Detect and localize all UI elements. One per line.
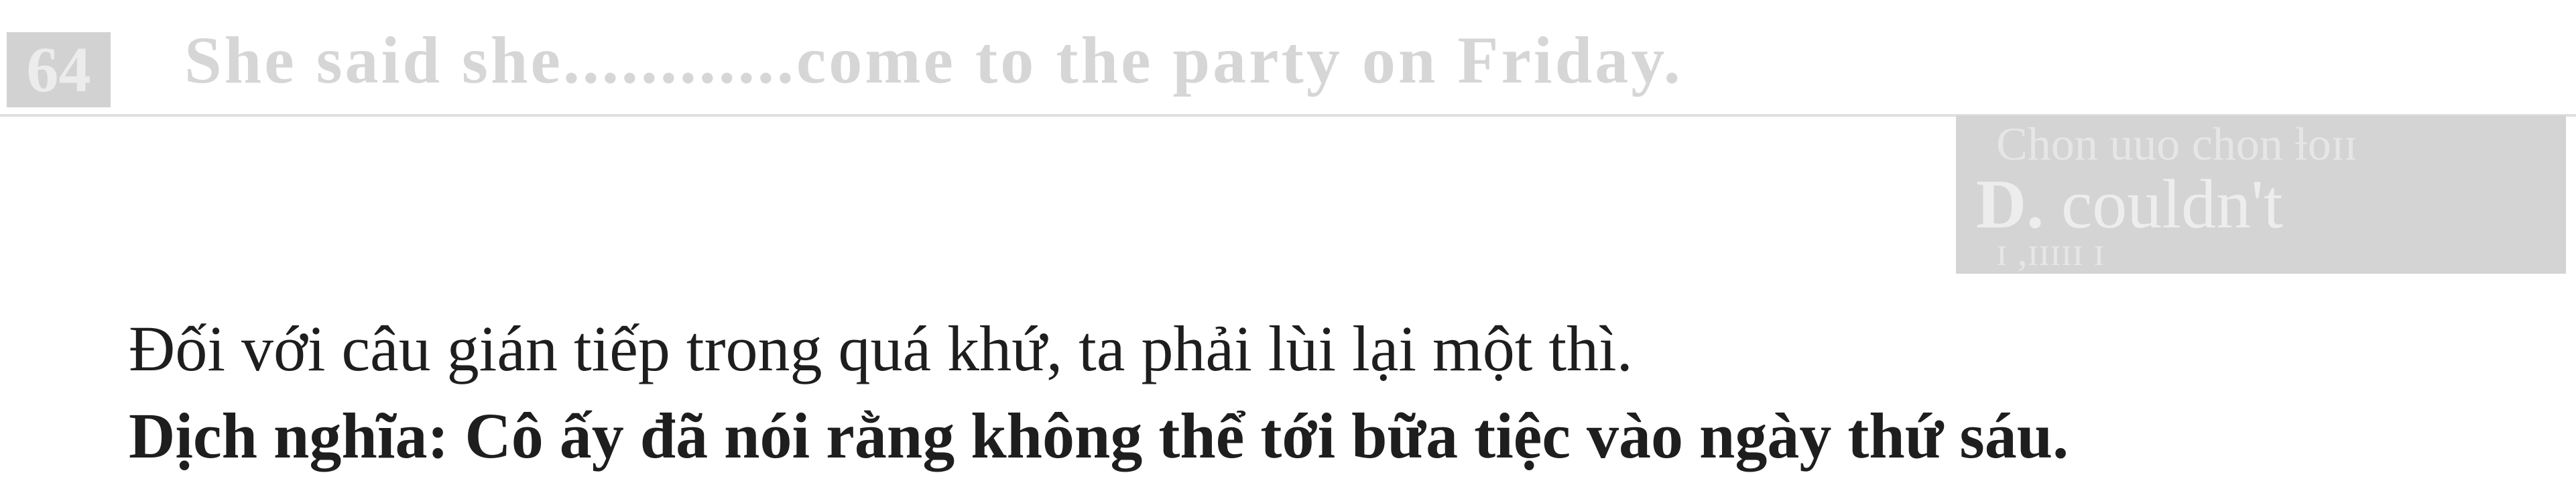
explanation-translation: Dịch nghĩa: Cô ấy đã nói rằng không thể tới bữa tiệc vào ngày thứ sáu. [129, 400, 2069, 472]
explanation-rule: Đối với câu gián tiếp trong quá khứ, ta phải lùi lại một thì. [129, 313, 1633, 384]
answer-option-text: couldn't [2061, 166, 2283, 243]
question-header [0, 0, 2576, 114]
answer-letter: D. [1976, 166, 2044, 243]
question-number-badge: 64 [7, 32, 111, 107]
question-text: She said she............come to the party on Friday. [184, 23, 1683, 97]
answer-box [1956, 115, 2566, 274]
answer-bleedthrough-top: Chon uuo chon ƚoɪɪ [1996, 119, 2357, 170]
answer-bleedthrough-bottom: ɪ ,ɪɪɪɪɪ ɪ [1996, 229, 2105, 274]
